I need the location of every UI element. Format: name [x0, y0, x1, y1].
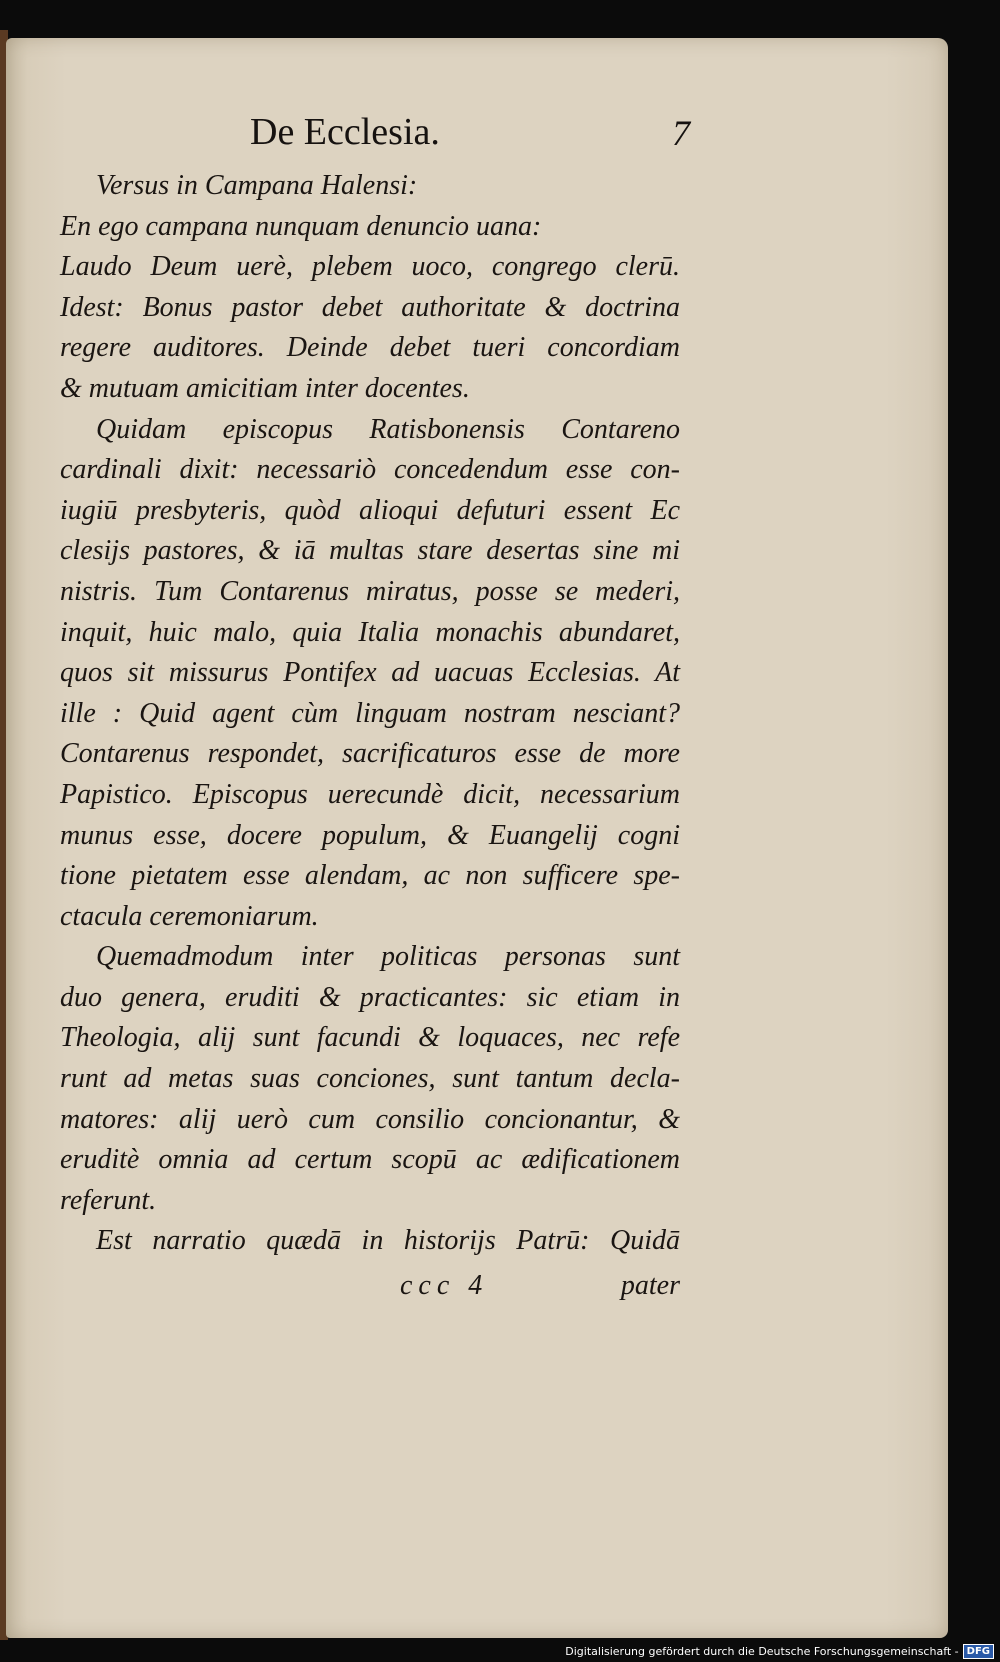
credit-text: Digitalisierung gefördert durch die Deutsche Forschungsgemeinschaft - [565, 1644, 959, 1658]
text-line: Idest: Bonus pastor debet authoritate & doctrina [60, 291, 680, 323]
text-line: En ego campana nunquam denuncio uana: [60, 210, 542, 242]
text-line: iugiū presbyteris, quòd alioqui defuturi essent Ec [60, 494, 680, 526]
text-line: matores: alij uerò cum consilio concionantur, & [60, 1103, 680, 1135]
text-line: & mutuam amicitiam inter docentes. [60, 372, 470, 404]
text-line: munus esse, docere populum, & Euangelij cogni [60, 819, 680, 851]
running-title: De Ecclesia. [250, 111, 440, 153]
text-line: tione pietatem esse alendam, ac non sufficere spe- [60, 860, 680, 892]
text-line: ctacula ceremoniarum. [60, 900, 319, 932]
dfg-logo-icon: DFG [963, 1644, 994, 1659]
text-line: Versus in Campana Halensi: [96, 170, 418, 201]
text-line: duo genera, eruditi & practicantes: sic etiam in [60, 981, 680, 1013]
digitization-credit [565, 1642, 994, 1660]
page-footer [60, 1270, 680, 1310]
text-line: runt ad metas suas conciones, sunt tantum decla- [60, 1063, 680, 1095]
text-line: Contarenus respondet, sacrificaturos esse de more [60, 738, 680, 770]
running-head [250, 110, 690, 160]
page-number: 7 [672, 113, 690, 153]
text-line: nistris. Tum Contarenus miratus, posse se mederi, [60, 575, 680, 607]
text-line: ille : Quid agent cùm linguam nostram nesciant? [60, 697, 680, 729]
text-line: quos sit missurus Pontifex ad uacuas Ecclesias. At [60, 657, 680, 689]
text-block [60, 166, 680, 1262]
text-line: Papistico. Episcopus uerecundè dicit, necessarium [60, 778, 680, 810]
text-line: Est narratio quædā in historijs Patrū: Quidā [96, 1225, 680, 1257]
text-line: inquit, huic malo, quia Italia monachis abundaret, [60, 616, 680, 648]
text-line: Laudo Deum uerè, plebem uoco, congrego clerū. [60, 251, 680, 283]
text-line: Theologia, alij sunt facundi & loquaces, nec refe [60, 1022, 680, 1054]
text-line: cardinali dixit: necessariò concedendum esse con- [60, 454, 680, 486]
text-line: referunt. [60, 1184, 157, 1216]
text-line: Quidam episcopus Ratisbonensis Contareno [96, 413, 680, 445]
catchword: pater [620, 1270, 680, 1301]
text-line: eruditè omnia ad certum scopū ac ædificationem [60, 1144, 680, 1176]
text-line: regere auditores. Deinde debet tueri concordiam [60, 332, 680, 364]
text-line: Quemadmodum inter politicas personas sunt [96, 941, 680, 973]
signature-mark: ccc 4 [400, 1270, 489, 1301]
text-line: clesijs pastores, & iā multas stare desertas sine mi [60, 535, 680, 567]
